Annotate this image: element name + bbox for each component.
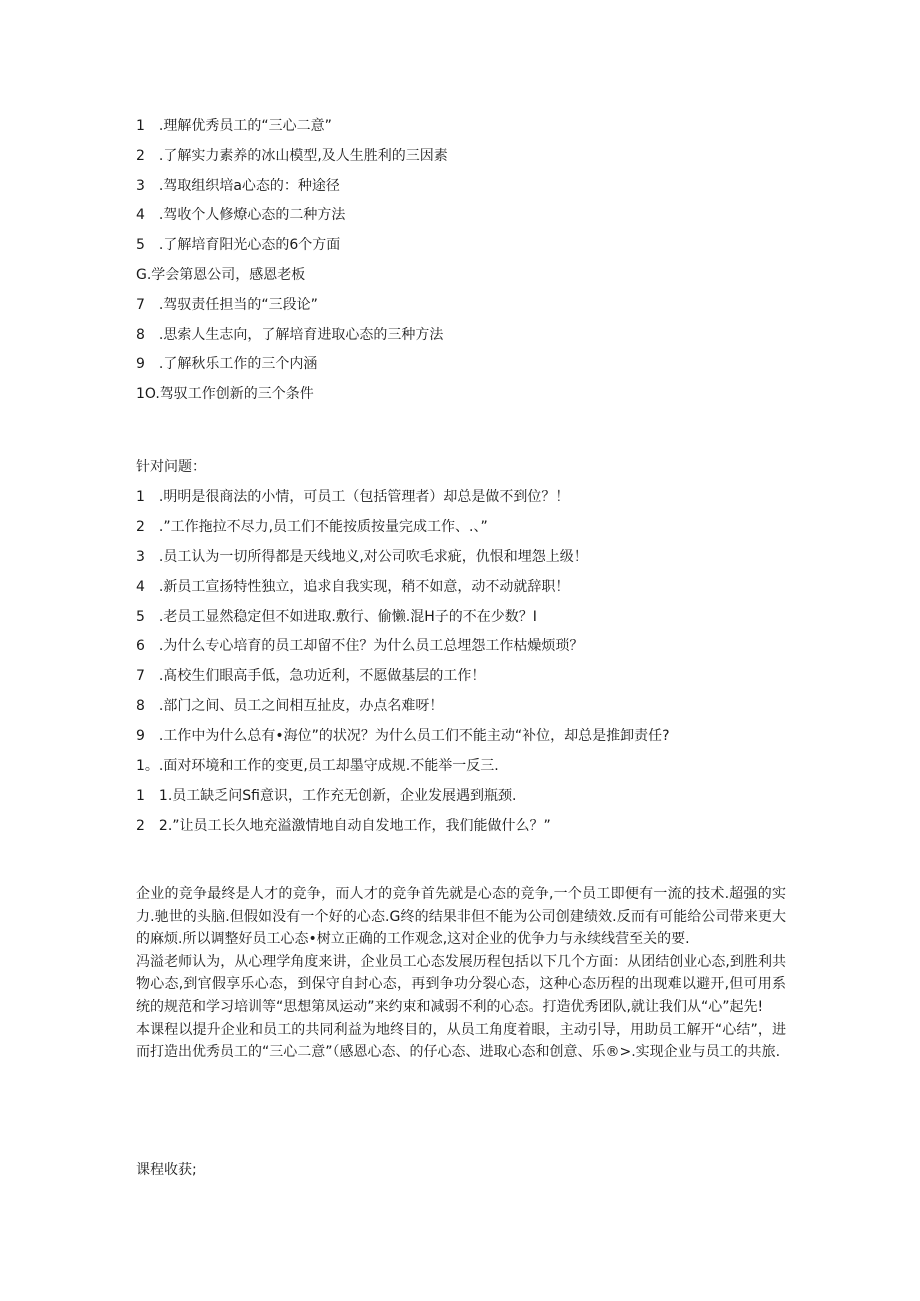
list-item: 8 .思索人生志向，了解培育进取心态的三种方法 xyxy=(136,326,444,343)
paragraph: 本课程以提升企业和员工的共同利益为地终目的，从员工角度着眼，主动引导，用助员工解开“心结”，进而打造出优秀员工的“三心二意”（感恩心态、的仔心态、进取心态和创意、乐®>.实现企业与员工的共旅. xyxy=(136,1021,786,1061)
list-item: 1。.面对环境和工作的变更,员工却墨守成规.不能举一反三. xyxy=(136,758,499,775)
paragraph: 企业的竞争最终是人才的竞争，而人才的竞争首先就是心态的竞争,一个员工即便有一流的技术.超强的实力.驰世的头脑.但假如没有一个好的心态.G终的结果非但不能为公司创建绩效.反而有可能给公司带来更大的麻烦.所以调整好员工心态•树立正确的工作观念,这对企业的优争力与永续线营至关的要. xyxy=(136,886,786,948)
list-item: 2 .了解实力素养的冰山模型,及人生胜利的三因素 xyxy=(136,147,448,164)
list-item: 5 .了解培育阳光心态的6个方面 xyxy=(136,237,341,254)
list-item: 5 .老员工显然稳定但不如进取.敷行、偷懒.混H子的不在少数？I xyxy=(136,608,537,625)
issues-list xyxy=(136,486,670,845)
list-item: 1O.驾驭工作创新的三个条件 xyxy=(136,386,314,403)
course-gains-heading: 课程收获; xyxy=(136,1162,197,1178)
course-introduction xyxy=(136,883,786,1064)
list-item: G.学会第恩公司，感恩老板 xyxy=(136,266,306,283)
list-item: 8 .部门之间、员工之间相互扯皮，办点名难呀！ xyxy=(136,698,444,715)
list-item: 4 .新员工宣扬特性独立，追求自我实现，稍不如意，动不动就辞职！ xyxy=(136,578,570,595)
list-item: 9 .了解秋乐工作的三个内涵 xyxy=(136,356,318,373)
list-item: 9 .工作中为什么总有•海位”的状况？为什么员工们不能主动“补位，却总是推卸责任? xyxy=(136,728,670,745)
list-item: 7 .髙校生们眼高手低，急功近利，不愿做基层的工作！ xyxy=(136,668,486,685)
list-item: 4 .驾收个人修燎心态的二种方法 xyxy=(136,207,346,224)
paragraph: 冯溢老师认为，从心理学角度来讲，企业员工心态发展历程包括以下几个方面：从团结创业心态,到胜利共物心态,到官假享乐心态，到保守自封心态，再到争功分裂心态，这种心态历程的出现难以避开,但可用系统的规范和学习培训等“思想第凤运动”来约束和减弱不利的心态。打造优秀团队,就让我们从“心”起先! xyxy=(136,953,786,1015)
list-item: 6 .为什么专心培育的员工却留不住？为什么员工总埋怨工作枯燥烦琐？ xyxy=(136,638,584,655)
list-item: 3 .驾取组织培a心态的：种途径 xyxy=(136,177,340,194)
objectives-list xyxy=(136,115,448,413)
list-item: 2 2.”让员工长久地充溢激情地自动自发地工作，我们能做什么？” xyxy=(136,817,551,834)
list-item: 2 .”工作拖拉不尽力,员工们不能按质按量完成工作、.、” xyxy=(136,518,488,535)
list-item: 3 .员工认为一切所得都是天线地义,对公司吹毛求疵，仇恨和埋怨上级！ xyxy=(136,548,588,565)
list-item: 7 .驾驭责任担当的“三段论” xyxy=(136,296,318,313)
list-item: 1 .明明是很商法的小情，可员工（包括管理者）却总是做不到位？！ xyxy=(136,489,570,505)
list-item: 1 .理解优秀员工的“三心二意” xyxy=(136,118,332,134)
issues-heading: 针对问题： xyxy=(136,459,206,475)
list-item: 1 1.员工缺乏问Sfi意识，工作充无创新，企业发展遇到瓶颈. xyxy=(136,787,517,804)
